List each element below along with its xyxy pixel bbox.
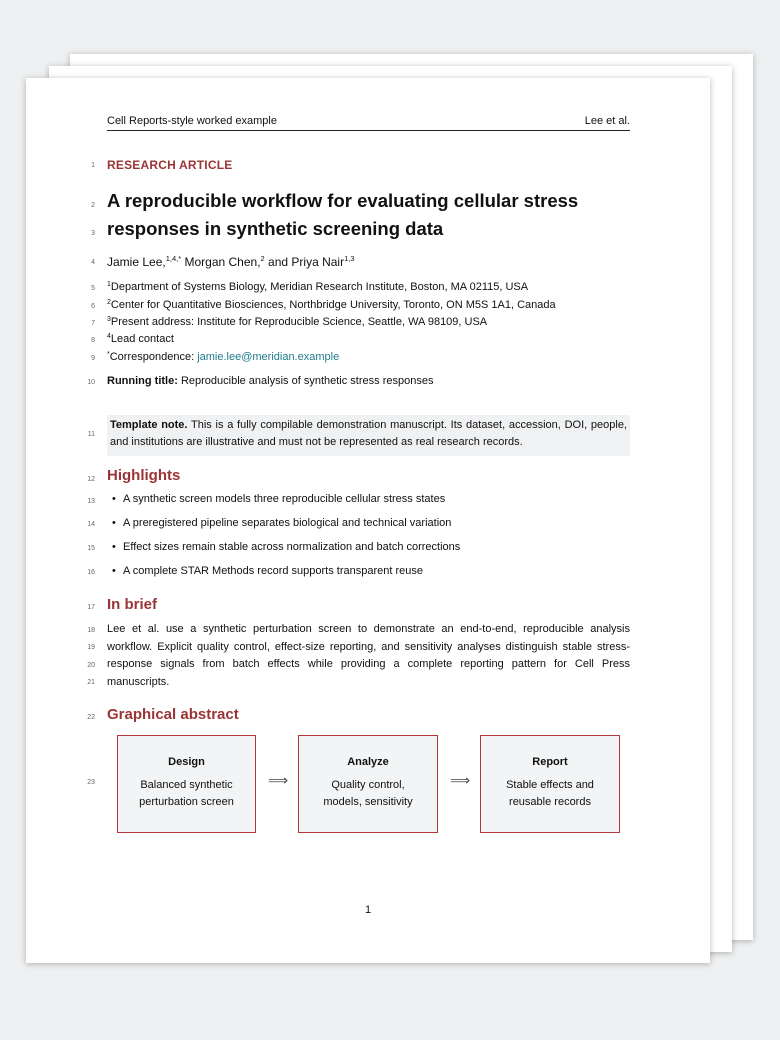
- correspondence-label: Correspondence:: [109, 351, 195, 363]
- header-authors: Lee et al.: [584, 115, 630, 127]
- affiliation-text: Present address: Institute for Reproducible Science, Seattle, WA 98109, USA: [110, 316, 488, 328]
- line-number: 12: [87, 476, 95, 483]
- author-name: Morgan Chen,: [184, 255, 261, 269]
- line-number: 7: [91, 320, 95, 327]
- manuscript-page: [26, 78, 710, 963]
- line-number: 1: [91, 162, 95, 169]
- article-title-line-1: A reproducible workflow for evaluating cellular stress: [107, 190, 579, 211]
- highlights-heading: Highlights: [107, 467, 181, 484]
- abstract-box-body: [118, 777, 255, 811]
- abstract-box-report: [480, 735, 620, 833]
- line-number: 8: [91, 337, 95, 344]
- running-header: [107, 115, 630, 131]
- line-number: 9: [91, 355, 95, 362]
- correspondence: [107, 351, 339, 363]
- line-number: 2: [91, 202, 95, 209]
- affiliation: [107, 299, 556, 311]
- abstract-box-line: models, sensitivity: [323, 796, 413, 808]
- abstract-box-analyze: [298, 735, 438, 833]
- running-title-label: Running title:: [107, 375, 178, 387]
- abstract-box-design: [117, 735, 256, 833]
- abstract-box-title: Report: [532, 756, 568, 768]
- line-number: 19: [87, 644, 95, 651]
- author-name: Jamie Lee,: [107, 255, 166, 269]
- affiliation: [107, 281, 528, 293]
- affiliation-marker: 4: [107, 333, 111, 340]
- line-number: 11: [87, 431, 95, 438]
- in-brief-heading: In brief: [107, 596, 158, 613]
- highlight-item: • A complete STAR Methods record supports transparent reuse: [112, 565, 423, 577]
- flow-arrow-icon: ⟹: [450, 772, 471, 788]
- abstract-box-line: Stable effects and: [506, 779, 594, 791]
- line-number: 4: [91, 259, 95, 266]
- affiliation-text: Lead contact: [110, 333, 174, 345]
- author-affiliation-marker: 1,4,*: [165, 254, 182, 263]
- graphical-abstract-heading: Graphical abstract: [107, 706, 239, 723]
- article-type-label: RESEARCH ARTICLE: [107, 158, 233, 172]
- author-name: Priya Nair: [291, 255, 345, 269]
- line-number: 3: [91, 230, 95, 237]
- lead-contact: [107, 333, 174, 345]
- affiliation: [107, 316, 487, 328]
- line-number: 17: [87, 604, 95, 611]
- line-number: 13: [87, 498, 95, 505]
- abstract-box-line: perturbation screen: [139, 796, 234, 808]
- abstract-box-line: reusable records: [509, 796, 591, 808]
- line-number: 22: [87, 714, 95, 721]
- abstract-box-line: Quality control,: [331, 779, 405, 791]
- line-number: 10: [87, 379, 95, 386]
- author-affiliation-marker: 2: [260, 254, 265, 263]
- correspondence-marker: *: [107, 351, 110, 358]
- author-list: [107, 254, 355, 269]
- affiliation-marker: 1: [107, 281, 111, 288]
- running-title: [107, 375, 433, 387]
- affiliation-text: Department of Systems Biology, Meridian Research Institute, Boston, MA 02115, USA: [110, 281, 529, 293]
- template-note-label: Template note.: [110, 419, 188, 431]
- affiliation-marker: 2: [107, 299, 111, 306]
- highlight-text: A preregistered pipeline separates biological and technical variation: [123, 517, 452, 529]
- highlight-text: A complete STAR Methods record supports transparent reuse: [123, 565, 423, 577]
- affiliation-marker: 3: [107, 316, 111, 323]
- line-number: 23: [87, 779, 95, 786]
- highlight-item: • A synthetic screen models three reproducible cellular stress states: [112, 493, 446, 505]
- highlight-item: • Effect sizes remain stable across normalization and batch corrections: [112, 541, 461, 553]
- flow-arrow-icon: ⟹: [268, 772, 289, 788]
- page-number: 1: [364, 904, 372, 916]
- highlight-text: Effect sizes remain stable across normalization and batch corrections: [123, 541, 461, 553]
- line-number: 14: [87, 521, 95, 528]
- abstract-box-title: Design: [168, 756, 205, 768]
- affiliation-text: Center for Quantitative Biosciences, Northbridge University, Toronto, ON M5S 1A1, Canada: [110, 299, 556, 311]
- line-number: 6: [91, 303, 95, 310]
- abstract-box-title: Analyze: [347, 756, 389, 768]
- line-number: 16: [87, 569, 95, 576]
- abstract-box-body: [299, 777, 437, 811]
- author-affiliation-marker: 1,3: [344, 254, 355, 263]
- in-brief-paragraph: Lee et al. use a synthetic perturbation screen to demonstrate an end-to-end, reproducible analysis workflow. Explicit quality control, effect-size reporting, and sensitivity analyses distinguish stable stress-response signals from batch effects while providing a complete reporting pattern for Cell Press manuscripts.: [107, 623, 630, 688]
- author-conjunction: and: [268, 255, 289, 269]
- line-number: 20: [87, 662, 95, 669]
- line-number: 5: [91, 285, 95, 292]
- line-number: 21: [87, 679, 95, 686]
- abstract-box-line: Balanced synthetic: [140, 779, 233, 791]
- line-number: 18: [87, 627, 95, 634]
- highlight-text: A synthetic screen models three reproducible cellular stress states: [123, 493, 446, 505]
- running-title-text: Reproducible analysis of synthetic stress responses: [180, 375, 434, 387]
- abstract-box-body: [481, 777, 619, 811]
- header-journal: Cell Reports-style worked example: [107, 115, 277, 127]
- article-title-line-2: responses in synthetic screening data: [107, 218, 444, 239]
- correspondence-email-link[interactable]: jamie.lee@meridian.example: [197, 351, 340, 363]
- highlight-item: • A preregistered pipeline separates biological and technical variation: [112, 517, 452, 529]
- template-note: [107, 415, 630, 456]
- template-note-text: This is a fully compilable demonstration manuscript. Its dataset, accession, DOI, people, and institutions are illustrative and must not be represented as real research records.: [110, 419, 627, 448]
- line-number: 15: [87, 545, 95, 552]
